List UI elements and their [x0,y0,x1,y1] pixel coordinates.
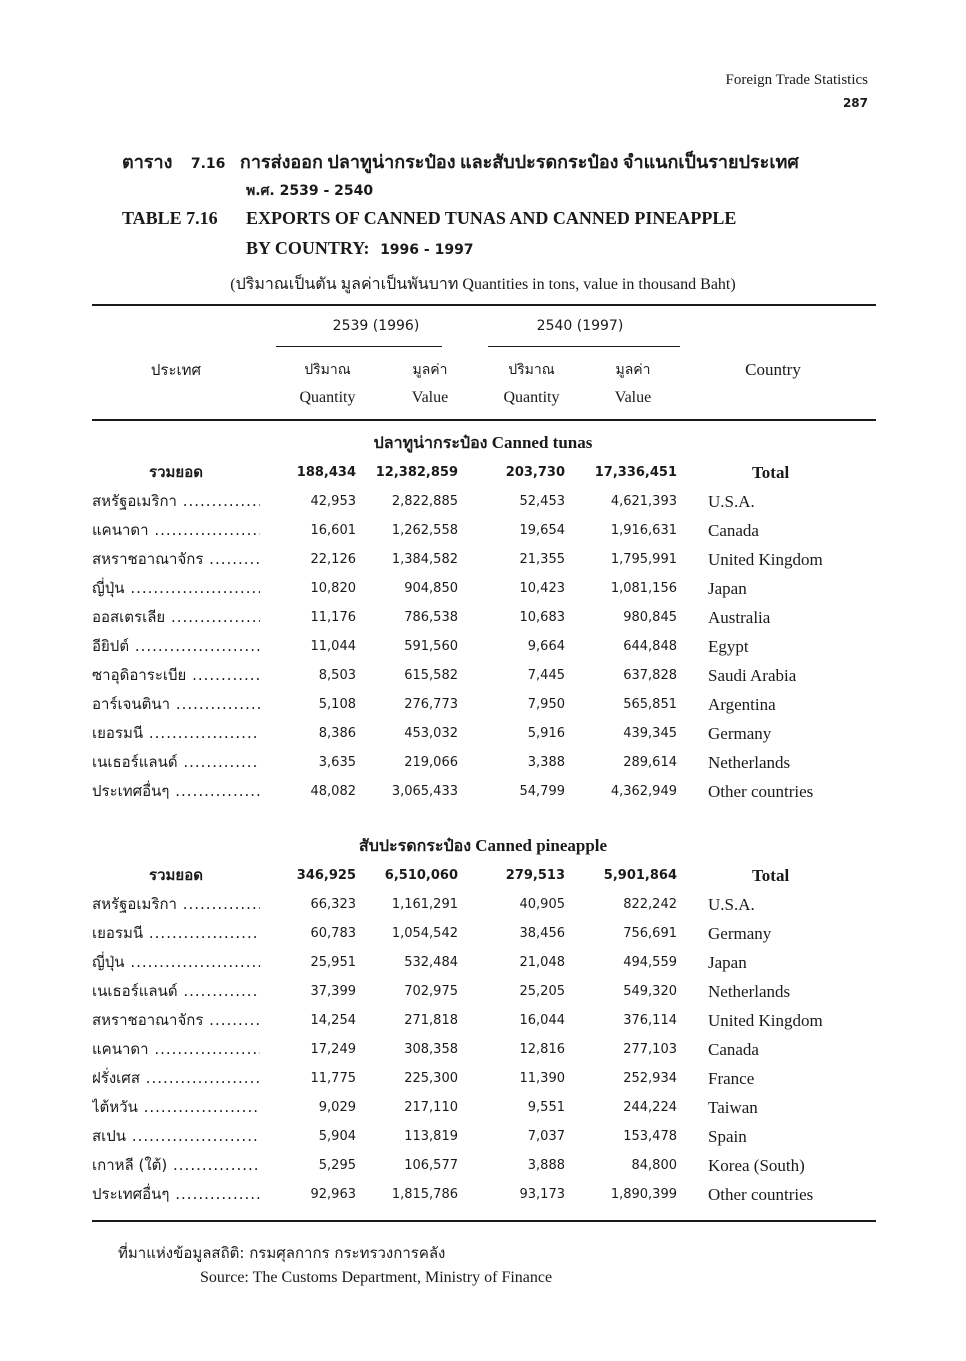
country-thai-cell: ออสเตรเลีย ..... [92,603,260,632]
quantity-1996-cell: 8,503 [318,668,356,683]
title-english-line1: EXPORTS OF CANNED TUNAS AND CANNED PINEAPPLE [246,208,737,228]
table-row [0,603,966,632]
title-english-prefix: TABLE 7.16 [122,208,218,228]
country-thai-cell: แคนาดา ..... [92,516,260,545]
country-thai-cell: อาร์เจนตินา ..... [92,690,260,719]
value-1996-cell: 1,384,582 [391,552,458,567]
title-thai-line2: พ.ศ. 2539 - 2540 [246,183,374,199]
quantity-1996-cell: 92,963 [310,1187,356,1202]
quantity-1997-cell: 7,950 [527,697,565,712]
quantity-1997-cell: 19,654 [519,523,565,538]
value-thai-label: มูลค่า [412,362,448,378]
country-english-cell: U.S.A. [708,492,755,511]
quantity-1996-cell: 11,775 [310,1071,356,1086]
country-thai-cell: สหราชอาณาจักร ..... [92,545,260,574]
table-row [0,919,966,948]
quantity-1997-cell: 3,388 [527,755,565,770]
value-1997-cell: 494,559 [623,955,677,970]
quantity-1996-cell: 37,399 [310,984,356,999]
table-row [0,661,966,690]
quantity-1997-cell: 10,423 [519,581,565,596]
running-title: Foreign Trade Statistics [725,72,868,88]
table-row [0,1151,966,1180]
quantity-1996-cell: 22,126 [310,552,356,567]
table-row [0,719,966,748]
section-heading-english: Canned pineapple [475,836,608,855]
country-thai-cell: ประเทศอื่นๆ ..... [92,777,260,806]
country-english-cell: Japan [708,579,747,598]
quantity-1996-cell: 5,295 [318,1158,356,1173]
quantity-thai-label: ปริมาณ [304,362,351,378]
quantity-1997-cell: 12,816 [519,1042,565,1057]
quantity-1997-cell: 25,205 [519,984,565,999]
value-english-label: Value [411,389,449,406]
value-1997-cell: 1,890,399 [610,1187,677,1202]
value-1996-cell: 276,773 [404,697,458,712]
quantity-1997-cell: 16,044 [519,1013,565,1028]
country-english-cell: Argentina [708,695,776,714]
value-1997-cell: 549,320 [623,984,677,999]
section-heading-canned-pineapple [0,834,966,859]
country-english-cell: Korea (South) [708,1156,805,1175]
country-thai-cell: เนเธอร์แลนด์ ..... [92,748,260,777]
quantity-1996-cell: 17,249 [310,1042,356,1057]
title-english-line2 [246,238,474,259]
country-thai-cell: เนเธอร์แลนด์ ..... [92,977,260,1006]
country-english-heading: Country [745,360,801,379]
table-row [0,948,966,977]
quantity-1996-cell: 346,925 [296,868,356,883]
value-1996-cell: 591,560 [404,639,458,654]
country-english-cell: Spain [708,1127,747,1146]
value-1996-cell: 219,066 [404,755,458,770]
quantity-thai-label: ปริมาณ [508,362,555,378]
quantity-1996-cell: 5,108 [318,697,356,712]
section-heading-canned-tunas [0,431,966,456]
value-1997-cell: 4,362,949 [610,784,677,799]
table-header-rule [92,419,876,421]
country-thai-heading: ประเทศ [150,361,202,379]
quantity-1997-cell: 3,888 [527,1158,565,1173]
value-1997-cell: 5,901,864 [603,868,677,883]
quantity-1997-cell: 54,799 [519,784,565,799]
value-1997-cell: 1,795,991 [610,552,677,567]
section-heading-thai: สับปะรดกระป๋อง [358,836,472,855]
country-english-cell: Netherlands [708,753,791,772]
value-1997-cell: 644,848 [623,639,677,654]
value-1996-cell: 1,262,558 [391,523,458,538]
table-row [0,545,966,574]
units-note: (ปริมาณเป็นตัน มูลค่าเป็นพันบาท Quantities in tons, value in thousand Baht) [230,276,736,293]
country-thai-cell: ประเทศอื่นๆ ..... [92,1180,260,1209]
country-english-cell: Canada [708,1040,759,1059]
value-1997-cell: 84,800 [631,1158,677,1173]
value-1997-cell: 1,081,156 [610,581,677,596]
quantity-1996-cell: 66,323 [310,897,356,912]
country-thai-cell: ไต้หวัน ..... [92,1093,260,1122]
quantity-1996-cell: 8,386 [318,726,356,741]
table-row [0,1035,966,1064]
table-row [0,574,966,603]
table-row [0,1064,966,1093]
value-1997-cell: 17,336,451 [594,465,677,480]
country-english-cell: U.S.A. [708,895,755,914]
country-thai-cell: เยอรมนี ..... [92,719,260,748]
table-row [0,977,966,1006]
value-1997-cell: 289,614 [623,755,677,770]
value-1997-cell: 277,103 [623,1042,677,1057]
country-thai-cell: ญี่ปุ่น ..... [92,948,260,977]
title-thai-text: การส่งออก ปลาทูน่ากระป๋อง และสับปะรดกระป๋อง จำแนกเป็นรายประเทศ [239,152,799,172]
value-1996-cell: 106,577 [404,1158,458,1173]
table-row [0,1180,966,1209]
country-english-cell: Egypt [708,637,749,656]
section-heading-english: Canned tunas [491,433,593,452]
quantity-english-label: Quantity [299,389,356,406]
source-thai: ที่มาแห่งข้อมูลสถิติ: กรมศุลกากร กระทรวงการคลัง [118,1244,446,1262]
title-english-years: 1996 - 1997 [380,242,474,258]
country-english-cell: Canada [708,521,759,540]
value-1996-cell: 1,054,542 [391,926,458,941]
table-bottom-rule [92,1220,876,1222]
quantity-1997-cell: 9,664 [527,639,565,654]
quantity-1996-cell: 48,082 [310,784,356,799]
year-1996-rule [276,346,442,347]
quantity-1996-cell: 11,044 [310,639,356,654]
table-row [0,1006,966,1035]
country-thai-cell: ซาอุดิอาระเบีย ..... [92,661,260,690]
value-1996-cell: 271,818 [404,1013,458,1028]
year-1997-heading: 2540 (1997) [536,318,624,334]
total-row [0,458,966,487]
country-thai-cell: รวมยอด [149,463,203,481]
country-english-cell: Japan [708,953,747,972]
quantity-1996-cell: 188,434 [296,465,356,480]
quantity-1997-cell: 38,456 [519,926,565,941]
quantity-1996-cell: 16,601 [310,523,356,538]
country-thai-cell: สเปน ..... [92,1122,260,1151]
quantity-1997-cell: 5,916 [527,726,565,741]
quantity-1997-cell: 21,048 [519,955,565,970]
value-1996-cell: 6,510,060 [384,868,458,883]
title-thai-prefix: ตาราง [122,152,173,172]
quantity-1997-cell: 203,730 [505,465,565,480]
value-1996-cell: 615,582 [404,668,458,683]
value-1996-cell: 217,110 [404,1100,458,1115]
country-english-cell: Total [752,866,790,885]
country-thai-cell: สหรัฐอเมริกา ..... [92,890,260,919]
value-1996-cell: 453,032 [404,726,458,741]
total-row [0,861,966,890]
value-english-label: Value [614,389,652,406]
table-row [0,487,966,516]
country-english-cell: Germany [708,724,772,743]
table-row [0,1093,966,1122]
value-1996-cell: 113,819 [404,1129,458,1144]
quantity-1997-cell: 10,683 [519,610,565,625]
quantity-1996-cell: 60,783 [310,926,356,941]
quantity-1997-cell: 11,390 [519,1071,565,1086]
quantity-1996-cell: 42,953 [310,494,356,509]
value-1997-cell: 153,478 [623,1129,677,1144]
quantity-english-label: Quantity [503,389,560,406]
quantity-1996-cell: 3,635 [318,755,356,770]
table-row [0,777,966,806]
quantity-1997-cell: 279,513 [505,868,565,883]
value-1997-cell: 4,621,393 [610,494,677,509]
quantity-1997-cell: 7,037 [527,1129,565,1144]
value-1997-cell: 1,916,631 [610,523,677,538]
value-1996-cell: 225,300 [404,1071,458,1086]
value-1997-cell: 637,828 [623,668,677,683]
quantity-1996-cell: 11,176 [310,610,356,625]
quantity-1996-heading [280,356,375,412]
table-row [0,890,966,919]
country-english-cell: Taiwan [708,1098,758,1117]
quantity-1997-cell: 40,905 [519,897,565,912]
country-thai-cell: แคนาดา ..... [92,1035,260,1064]
quantity-1997-cell: 93,173 [519,1187,565,1202]
value-1997-cell: 565,851 [623,697,677,712]
table-number: 7.16 [190,156,226,172]
value-1997-cell: 439,345 [623,726,677,741]
quantity-1997-cell: 9,551 [527,1100,565,1115]
country-english-cell: Other countries [708,782,814,801]
value-1996-cell: 1,815,786 [391,1187,458,1202]
page-number: 287 [842,96,868,110]
value-1996-cell: 308,358 [404,1042,458,1057]
year-1996-heading: 2539 (1996) [332,318,420,334]
quantity-1996-cell: 10,820 [310,581,356,596]
country-thai-cell: สหรัฐอเมริกา ..... [92,487,260,516]
value-1997-cell: 376,114 [623,1013,677,1028]
country-english-cell: Germany [708,924,772,943]
quantity-1997-cell: 52,453 [519,494,565,509]
year-1997-rule [488,346,680,347]
value-1996-cell: 786,538 [404,610,458,625]
value-1996-cell: 12,382,859 [375,465,458,480]
country-english-cell: Total [752,463,790,482]
value-1996-heading [385,356,475,412]
table-row [0,748,966,777]
title-english-by-country: BY COUNTRY: [246,238,370,258]
value-1997-cell: 822,242 [623,897,677,912]
country-thai-cell: สหราชอาณาจักร ..... [92,1006,260,1035]
quantity-1997-cell: 21,355 [519,552,565,567]
value-1996-cell: 1,161,291 [391,897,458,912]
quantity-1996-cell: 25,951 [310,955,356,970]
value-1997-cell: 756,691 [623,926,677,941]
title-thai-line1 [122,147,799,176]
value-thai-label: มูลค่า [615,362,651,378]
quantity-1997-heading [484,356,579,412]
table-row [0,1122,966,1151]
value-1996-cell: 2,822,885 [391,494,458,509]
country-thai-cell: ฝรั่งเศส ..... [92,1064,260,1093]
country-thai-cell: รวมยอด [149,866,203,884]
table-top-rule [92,304,876,306]
value-1996-cell: 904,850 [404,581,458,596]
quantity-1996-cell: 5,904 [318,1129,356,1144]
quantity-1997-cell: 7,445 [527,668,565,683]
source-english: Source: The Customs Department, Ministry of Finance [200,1269,553,1286]
table-row [0,632,966,661]
country-english-cell: Netherlands [708,982,791,1001]
quantity-1996-cell: 14,254 [310,1013,356,1028]
country-thai-cell: อียิปต์ ..... [92,632,260,661]
country-thai-cell: เกาหลี (ใต้) ..... [92,1151,260,1180]
country-english-cell: France [708,1069,755,1088]
value-1996-cell: 532,484 [404,955,458,970]
table-row [0,690,966,719]
country-english-cell: United Kingdom [708,1011,823,1030]
country-thai-cell: ญี่ปุ่น ..... [92,574,260,603]
value-1997-cell: 980,845 [623,610,677,625]
table-row [0,516,966,545]
value-1996-cell: 3,065,433 [391,784,458,799]
value-1996-cell: 702,975 [404,984,458,999]
country-english-cell: Australia [708,608,771,627]
country-english-cell: Other countries [708,1185,814,1204]
value-1997-cell: 244,224 [623,1100,677,1115]
value-1997-cell: 252,934 [623,1071,677,1086]
section-heading-thai: ปลาทูน่ากระป๋อง [373,433,488,452]
quantity-1996-cell: 9,029 [318,1100,356,1115]
country-thai-cell: เยอรมนี ..... [92,919,260,948]
value-1997-heading [588,356,678,412]
country-english-cell: United Kingdom [708,550,823,569]
country-english-cell: Saudi Arabia [708,666,797,685]
